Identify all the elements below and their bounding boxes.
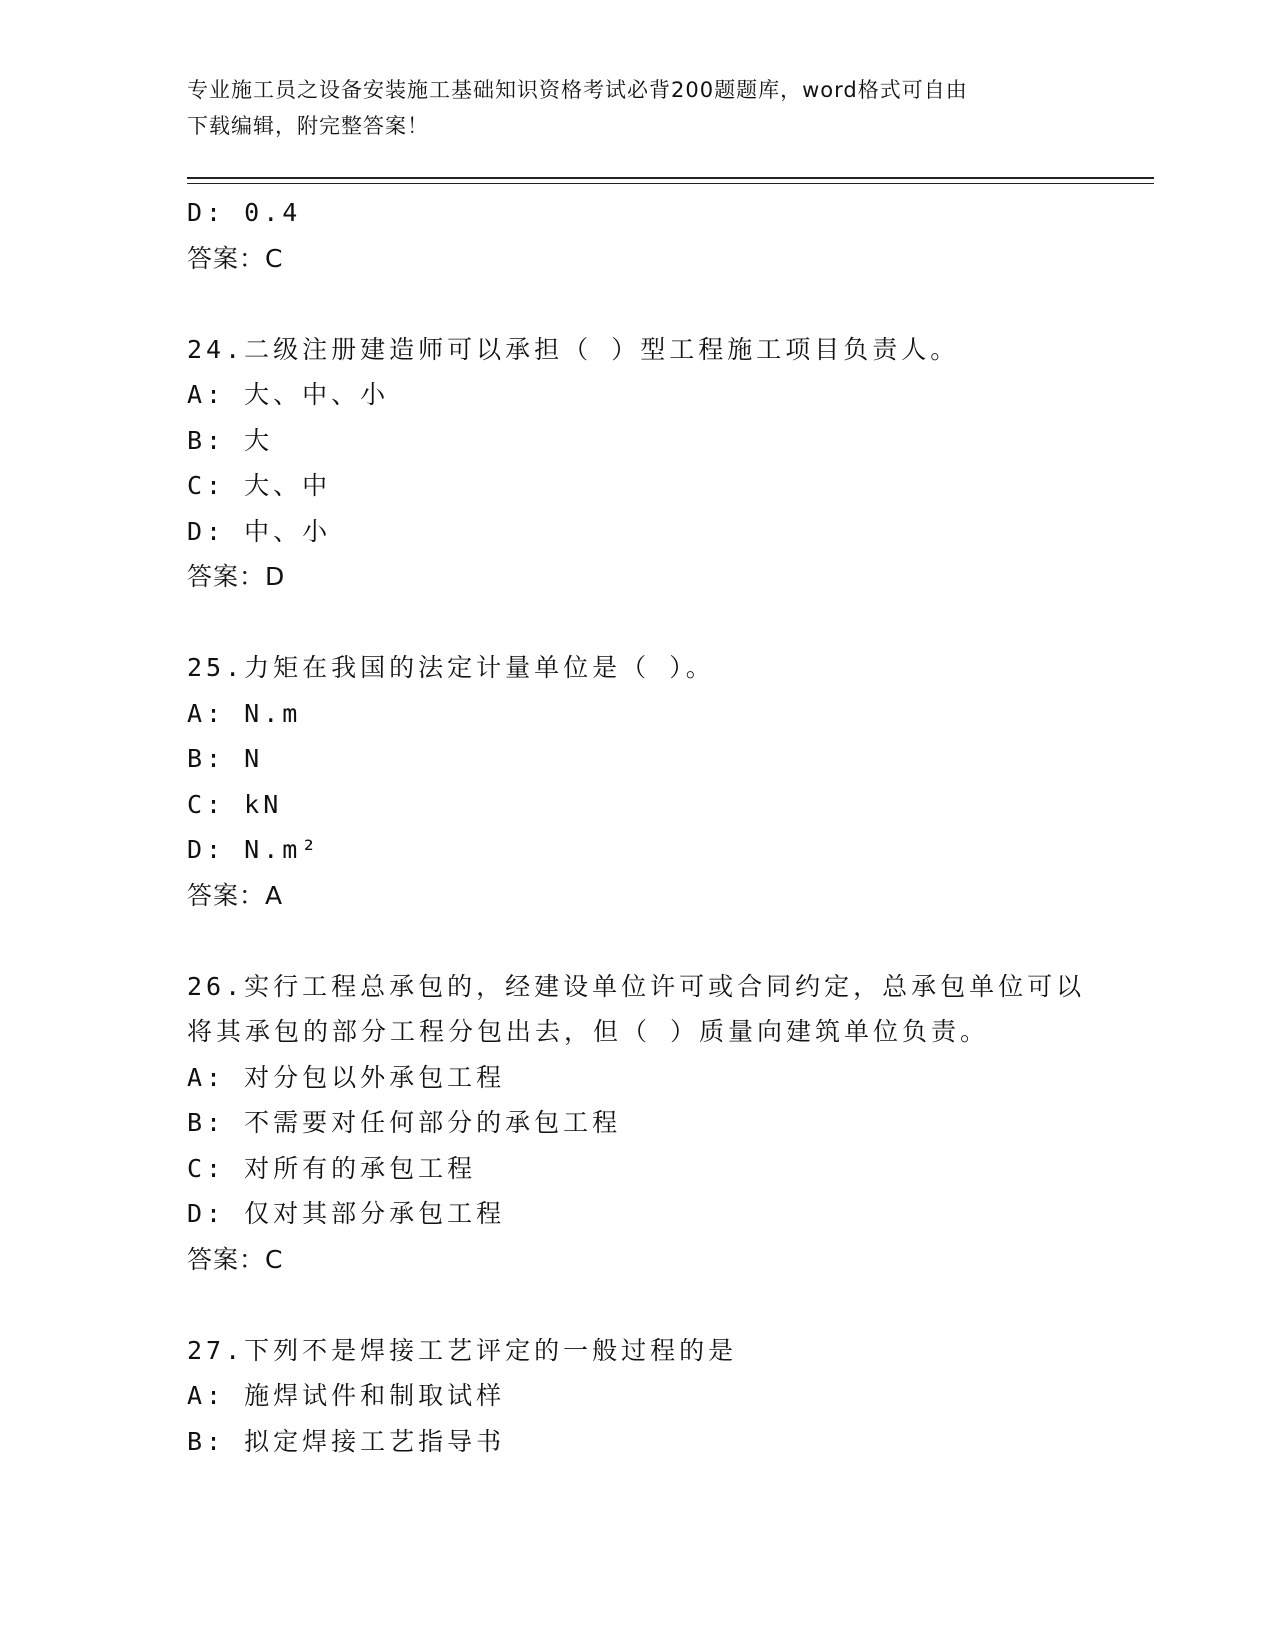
header-title-line-1: 专业施工员之设备安装施工基础知识资格考试必背200题题库，word格式可自由 — [187, 78, 968, 102]
option-a: A: N.m — [187, 698, 302, 728]
question-block-25 — [187, 645, 1087, 918]
question-block-26 — [187, 964, 1087, 1283]
header-title-line-2: 下载编辑，附完整答案！ — [187, 114, 429, 138]
option-a: A: 对分包以外承包工程 — [187, 1062, 506, 1092]
question-stem: 25.力矩在我国的法定计量单位是（ ）。 — [187, 653, 715, 682]
question-spacer — [187, 281, 1087, 327]
option-c: C: 对所有的承包工程 — [187, 1153, 477, 1183]
question-stem-line-2: 将其承包的部分工程分包出去，但（ ）质量向建筑单位负责。 — [187, 1017, 990, 1046]
question-spacer — [187, 600, 1087, 646]
answer-line: 答案：C — [187, 1244, 284, 1274]
question-block-23 — [187, 190, 1087, 281]
answer-line: 答案：A — [187, 880, 284, 910]
question-list — [187, 190, 1087, 1464]
question-spacer — [187, 918, 1087, 964]
question-block-24 — [187, 327, 1087, 600]
header-divider-thin — [187, 183, 1154, 184]
option-c: C: kN — [187, 789, 283, 819]
header-divider-thick — [187, 177, 1154, 179]
option-b: B: N — [187, 744, 264, 773]
question-stem: 27.下列不是焊接工艺评定的一般过程的是 — [187, 1335, 738, 1365]
option-d: D: 中、小 — [187, 516, 332, 546]
answer-line: 答案：D — [187, 562, 286, 591]
document-header — [187, 72, 1087, 144]
question-spacer — [187, 1282, 1087, 1328]
option-b: B: 大 — [187, 425, 274, 455]
option-b: B: 不需要对任何部分的承包工程 — [187, 1108, 622, 1137]
question-block-27 — [187, 1328, 1087, 1465]
question-stem-line-1: 26.实行工程总承包的，经建设单位许可或合同约定，总承包单位可以 — [187, 971, 1086, 1001]
option-d: D: 仅对其部分承包工程 — [187, 1199, 506, 1228]
option-c: C: 大、中 — [187, 471, 332, 500]
option-b: B: 拟定焊接工艺指导书 — [187, 1426, 506, 1456]
answer-line: 答案：C — [187, 243, 284, 273]
option-d: D: 0.4 — [187, 198, 302, 227]
option-a: A: 施焊试件和制取试样 — [187, 1381, 506, 1410]
option-d: D: N.m² — [187, 835, 321, 864]
option-a: A: 大、中、小 — [187, 380, 390, 409]
question-stem: 24.二级注册建造师可以承担（ ）型工程施工项目负责人。 — [187, 334, 960, 364]
